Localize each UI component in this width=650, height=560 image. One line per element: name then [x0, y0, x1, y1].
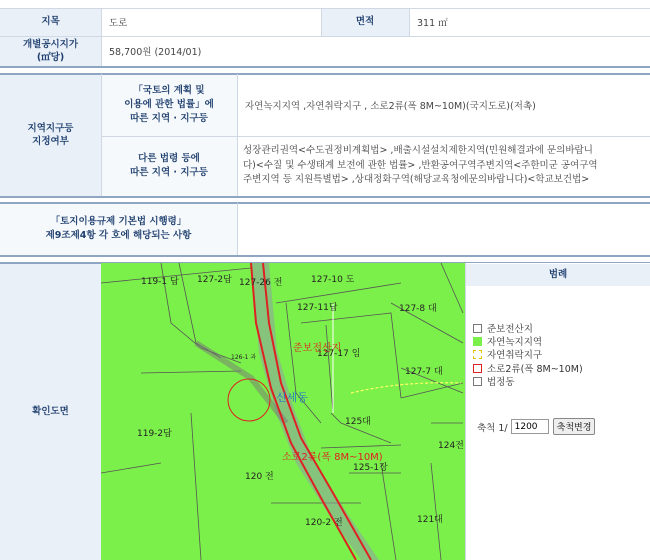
divider	[0, 73, 650, 75]
legend-item-label: 자연취락지구	[487, 350, 543, 361]
regulation-label-line1: 「토지이용규제 기본법 시행령」	[50, 216, 187, 228]
price-value-text: 58,700원 (2014/01)	[109, 47, 202, 58]
parcel-label: 127-2답	[197, 275, 232, 285]
legend-swatch	[473, 364, 482, 373]
legend-item-label: 자연녹지지역	[487, 337, 543, 348]
national-law-value	[237, 74, 650, 136]
area-value-text: 311 ㎡	[417, 18, 448, 29]
area-label	[321, 8, 409, 36]
parcel-label: 121대	[417, 515, 443, 525]
overlay-label-conservation: 준보전산지	[293, 343, 342, 354]
jimok-label-text: 지목	[41, 16, 60, 28]
legend-item-conservation[interactable]	[473, 321, 533, 335]
other-law-value-line2: 다)<수질 및 수생태계 보전에 관한 법률> ,반환공여구역주변지역<주한미군 공여구역	[243, 159, 598, 171]
regulation-label	[0, 203, 237, 255]
legend-item-village-zone[interactable]	[473, 347, 542, 361]
price-label-line2: (㎡당)	[36, 52, 65, 63]
national-law-label-line1: 「국토의 계획 및	[133, 85, 205, 97]
parcel-label: 127-8 대	[399, 304, 437, 314]
parcel-label: 127-11답	[297, 303, 338, 313]
other-law-label	[101, 136, 237, 196]
parcel-label: 125대	[345, 417, 371, 427]
zoning-label	[0, 74, 101, 196]
divider	[0, 66, 650, 68]
divider	[0, 202, 650, 204]
legend-item-road[interactable]	[473, 361, 583, 375]
legend-swatch	[473, 337, 482, 346]
zoning-label-line1: 지역지구등	[27, 122, 74, 134]
divider	[0, 36, 650, 37]
parcel-label: 120 전	[245, 472, 274, 482]
legend-title	[466, 264, 650, 286]
change-scale-button[interactable]: 축척변경	[553, 418, 596, 435]
area-label-text: 면적	[355, 16, 375, 28]
area-value	[409, 8, 650, 36]
parcel-label: 126-1 과	[231, 354, 257, 361]
parcel-label: 119-1 답	[141, 277, 179, 287]
zoning-label-line2: 지정여부	[32, 136, 69, 147]
regulation-label-line2: 제9조제4항 각 호에 해당되는 사항	[45, 230, 192, 241]
legend-swatch	[473, 350, 482, 359]
price-label	[0, 36, 101, 66]
price-value	[101, 36, 650, 66]
legend-item-label: 법정동	[487, 377, 515, 388]
legend-item-legal-dong[interactable]	[473, 374, 515, 388]
legend-item-label: 준보전산지	[487, 324, 533, 335]
national-law-value-text: 자연녹지지역 ,자연취락지구 , 소로2류(폭 8M~10M)(국지도로)(저촉)	[245, 101, 536, 112]
parcel-label: 119-2답	[137, 429, 172, 439]
divider	[237, 74, 238, 196]
divider	[101, 136, 650, 137]
parcel-label: 124전	[438, 441, 464, 451]
divider	[0, 196, 650, 198]
legend-title-text: 범례	[548, 269, 568, 281]
divider	[0, 255, 650, 257]
divider	[409, 8, 410, 36]
parcel-label: 120-2 전	[305, 518, 343, 528]
legend-swatch	[473, 377, 482, 386]
parcel-line	[141, 371, 241, 373]
overlay-label-road: 소로2류(폭 8M~10M)	[282, 452, 383, 463]
parcel-line	[276, 283, 401, 303]
parcel-line	[101, 463, 161, 473]
legend-panel	[465, 263, 650, 560]
map-section-label-text: 확인도면	[32, 405, 69, 417]
national-law-label-line2: 이용에 관한 법률」에	[124, 99, 214, 111]
other-law-value-line3: 주변지역 등 지원특별법> ,상대정화구역(해당교육청에문의바랍니다)<학교보건법>	[243, 174, 590, 186]
legend-swatch	[473, 324, 482, 333]
scale-control	[477, 418, 595, 435]
parcel-line	[191, 413, 201, 560]
divider	[101, 8, 102, 66]
parcel-label: 125-1장	[353, 463, 388, 473]
parcel-line	[441, 263, 463, 313]
legend-item-label: 소로2류(폭 8M~10M)	[487, 364, 583, 375]
divider	[0, 8, 650, 9]
jimok-value	[101, 8, 321, 36]
parcel-line	[381, 463, 396, 560]
national-law-label	[101, 74, 237, 136]
regulation-value	[237, 203, 650, 255]
other-law-label-line1: 다른 법령 등에	[138, 153, 200, 165]
jimok-value-text: 도로	[109, 18, 128, 29]
parcel-label: 127-17 임	[317, 349, 361, 359]
target-parcel-marker	[228, 379, 270, 421]
map-section-label	[0, 263, 101, 560]
scale-input[interactable]	[511, 419, 549, 434]
other-law-label-line2: 따른 지역 · 지구등	[130, 167, 208, 178]
parcel-label: 127-26 전	[239, 278, 283, 288]
scale-label: 축척 1/	[477, 422, 508, 434]
divider	[321, 8, 322, 36]
land-use-map[interactable]	[101, 263, 465, 560]
other-law-value	[237, 136, 650, 196]
overlay-label-town: 신세동	[276, 391, 308, 404]
divider	[465, 263, 466, 560]
parcel-label: 127-7 대	[405, 367, 443, 377]
price-label-line1: 개별공시지가	[22, 38, 79, 50]
jimok-label	[0, 8, 101, 36]
divider	[101, 74, 102, 196]
divider	[237, 203, 238, 255]
parcel-line	[401, 383, 463, 398]
parcel-label: 127-10 도	[311, 275, 355, 285]
legend-item-green-zone[interactable]	[473, 334, 542, 348]
national-law-label-line3: 따른 지역 · 지구등	[130, 112, 208, 124]
other-law-value-line1: 성장관리권역<수도권정비계획법> ,배출시설설치제한지역(민원해결과에 문의바랍니	[243, 144, 593, 156]
